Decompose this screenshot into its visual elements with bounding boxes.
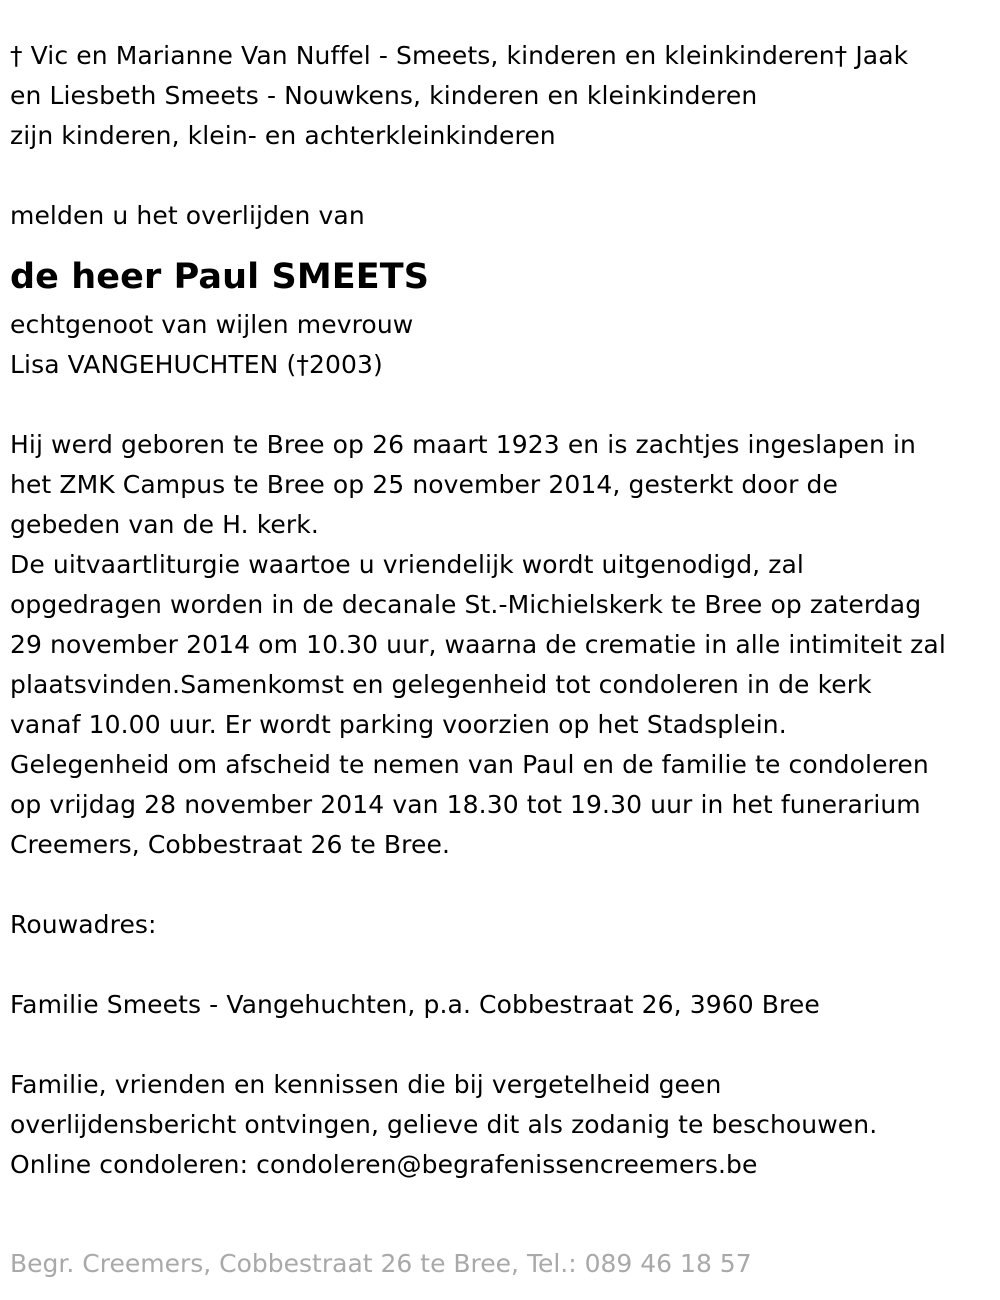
body-line: het ZMK Campus te Bree op 25 november 2014, gesterkt door de [10, 470, 838, 499]
closing-notice [10, 1065, 995, 1185]
spacer [10, 156, 995, 196]
family-line: † Vic en Marianne Van Nuffel - Smeets, kinderen en kleinkinderen† Jaak [10, 41, 909, 70]
family-line: zijn kinderen, klein- en achterkleinkinderen [10, 121, 556, 150]
spacer [10, 945, 995, 985]
service-details [10, 425, 995, 865]
body-line: De uitvaartliturgie waartoe u vriendelijk wordt uitgenodigd, zal [10, 550, 804, 579]
body-line: plaatsvinden.Samenkomst en gelegenheid tot condoleren in de kerk [10, 670, 872, 699]
deceased-name: de heer Paul SMEETS [10, 257, 430, 297]
family-line: en Liesbeth Smeets - Nouwkens, kinderen en kleinkinderen [10, 81, 758, 110]
mourning-address: Familie Smeets - Vangehuchten, p.a. Cobbestraat 26, 3960 Bree [10, 990, 820, 1019]
body-line: Creemers, Cobbestraat 26 te Bree. [10, 830, 451, 859]
spouse-name: Lisa VANGEHUCHTEN (†2003) [10, 350, 383, 379]
body-line: vanaf 10.00 uur. Er wordt parking voorzien op het Stadsplein. [10, 710, 787, 739]
body-line: opgedragen worden in de decanale St.-Michielskerk te Bree op zaterdag [10, 590, 922, 619]
address-label: Rouwadres: [10, 910, 157, 939]
body-line: 29 november 2014 om 10.30 uur, waarna de crematie in alle intimiteit zal [10, 630, 946, 659]
spacer [10, 385, 995, 425]
body-line: Gelegenheid om afscheid te nemen van Paul en de familie te condoleren [10, 750, 929, 779]
announcement-text: melden u het overlijden van [10, 201, 365, 230]
obituary-notice [10, 36, 995, 1185]
family-header [10, 36, 995, 156]
body-line: op vrijdag 28 november 2014 van 18.30 tot 19.30 uur in het funerarium [10, 790, 921, 819]
funeral-home-footer: Begr. Creemers, Cobbestraat 26 te Bree, Tel.: 089 46 18 57 [10, 1249, 752, 1278]
spacer [10, 865, 995, 905]
body-line: gebeden van de H. kerk. [10, 510, 319, 539]
spacer [10, 1025, 995, 1065]
online-condolence: Online condoleren: condoleren@begrafenissencreemers.be [10, 1150, 758, 1179]
body-line: Hij werd geboren te Bree op 26 maart 1923 en is zachtjes ingeslapen in [10, 430, 916, 459]
spouse-line: echtgenoot van wijlen mevrouw [10, 310, 414, 339]
closing-line: overlijdensbericht ontvingen, gelieve dit als zodanig te beschouwen. [10, 1110, 878, 1139]
closing-line: Familie, vrienden en kennissen die bij vergetelheid geen [10, 1070, 722, 1099]
